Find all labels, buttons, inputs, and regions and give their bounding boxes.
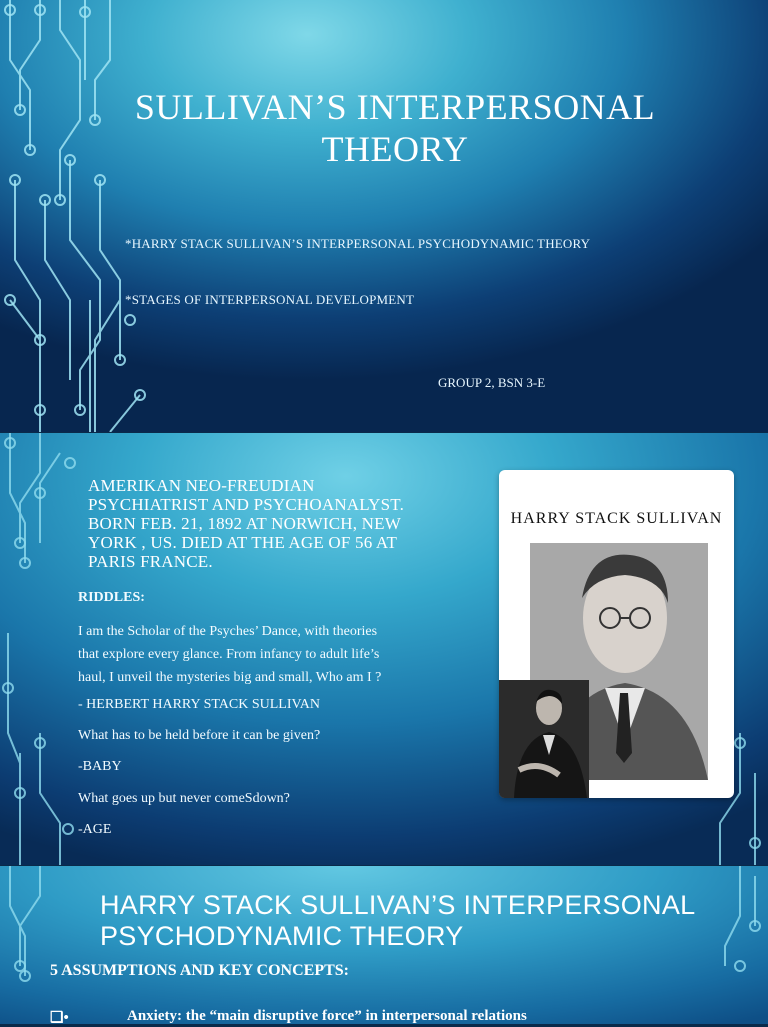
riddle-three: What goes up but never comeSdown? <box>78 791 290 806</box>
slide1-group-label: GROUP 2, BSN 3-E <box>438 375 546 390</box>
assumption-item: Anxiety: the “main disruptive force” in interpersonal relations <box>127 1008 527 1024</box>
riddle-one: I am the Scholar of the Psyches’ Dance, with theories that explore every glance. From infancy to adult life’s haul, I unveil the mysteries big and small, Who am I ? <box>78 624 382 685</box>
portrait-card <box>499 470 734 798</box>
biography-heading: AMERIKAN NEO-FREUDIAN PSYCHIATRIST AND PSYCHOANALYST. BORN FEB. 21, 1892 AT NORWICH, NEW YORK , US. DIED AT THE AGE OF 56 AT PARIS FRANCE. <box>88 476 405 571</box>
riddles-label: RIDDLES: <box>78 590 145 605</box>
small-portrait-photo <box>499 680 589 798</box>
slide1-subtitle-theory: *HARRY STACK SULLIVAN’S INTERPERSONAL PSYCHODYNAMIC THEORY <box>125 236 591 251</box>
slide1-subtitle-stages: *STAGES OF INTERPERSONAL DEVELOPMENT <box>125 292 415 307</box>
slide-title <box>0 0 768 432</box>
answer-one: - HERBERT HARRY STACK SULLIVAN <box>78 697 321 712</box>
slide1-title: SULLIVAN’S INTERPERSONAL THEORY <box>134 87 656 169</box>
riddle-two: What has to be held before it can be given? <box>78 728 321 743</box>
theory-title: HARRY STACK SULLIVAN’S INTERPERSONAL PSYCHODYNAMIC THEORY <box>100 890 696 951</box>
answer-two: -BABY <box>78 759 122 774</box>
circuit-decoration <box>0 0 768 432</box>
portrait-card-title: HARRY STACK SULLIVAN <box>510 510 723 527</box>
checkbox-bullet-icon: ❑• <box>50 1010 69 1026</box>
answer-three: -AGE <box>78 822 112 837</box>
assumptions-subtitle: 5 ASSUMPTIONS AND KEY CONCEPTS: <box>50 962 350 979</box>
